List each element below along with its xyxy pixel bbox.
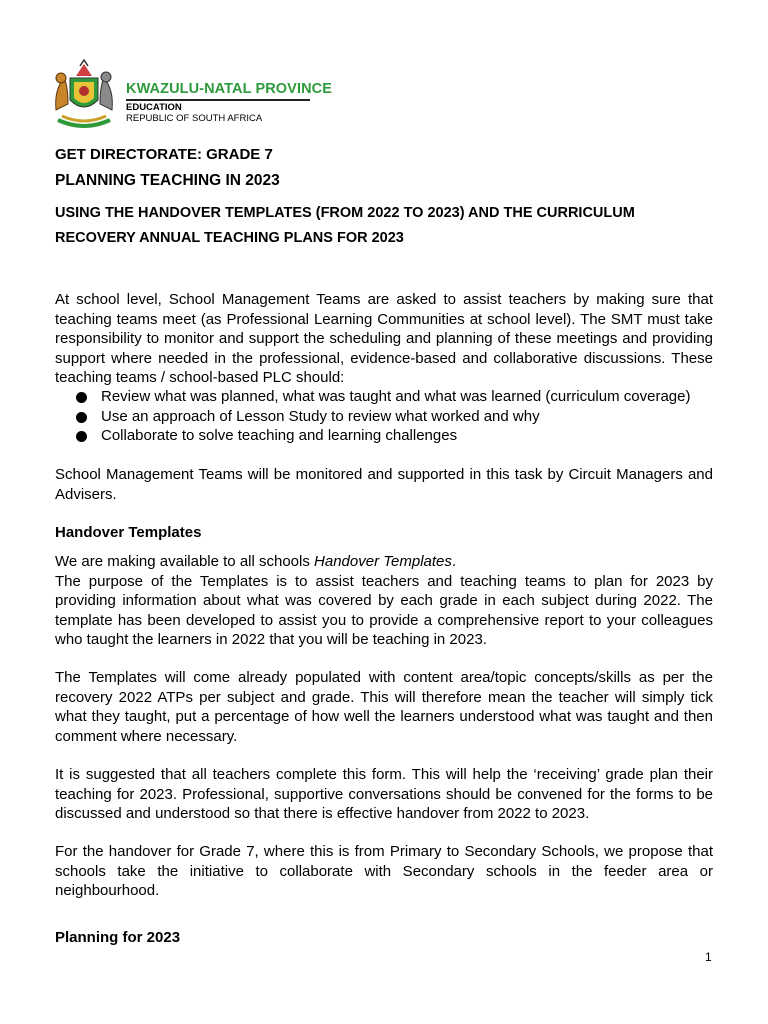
document-title: PLANNING TEACHING IN 2023 <box>55 172 280 189</box>
bullet-icon <box>76 392 87 403</box>
department-name: EDUCATION <box>126 102 182 113</box>
bullet-text: Review what was planned, what was taught and what was learned (curriculum coverage) <box>101 388 691 405</box>
populated-paragraph: The Templates will come already populated with content area/topic concepts/skills as per the recovery 2022 ATPs per subject and grade. This will therefore mean the teacher will simply tick what they taught, put a percentage of how well the learners understood what was taught and then comment where necessary. <box>55 669 713 745</box>
directorate-heading: GET DIRECTORATE: GRADE 7 <box>55 146 273 163</box>
bullet-text: Collaborate to solve teaching and learning challenges <box>101 427 458 445</box>
list-item <box>76 426 716 446</box>
monitoring-paragraph: School Management Teams will be monitored and supported in this task by Circuit Managers and Advisers. <box>55 466 713 503</box>
intro-paragraph: At school level, School Management Teams are asked to assist teachers by making sure that teaching teams meet (as Professional Learning Communities at school level). The SMT must take responsibility to monitor and support the scheduling and planning of these meetings and providing support where needed in the professional, evidence-based and collaborative discussions. These teaching teams / school-based PLC should: <box>55 291 713 387</box>
plc-bullet-list <box>76 387 716 446</box>
document-subtitle: USING THE HANDOVER TEMPLATES (FROM 2022 TO 2023) AND THE CURRICULUM RECOVERY ANNUAL TEACHING PLANS FOR 2023 <box>55 205 635 246</box>
handover-intro-italic: Handover Templates <box>314 553 452 570</box>
kzn-education-logo <box>48 58 332 132</box>
grade7-paragraph: For the handover for Grade 7, where this is from Primary to Secondary Schools, we propose that schools take the initiative to collaborate with Secondary schools in the feeder area or neighbourhood. <box>55 843 713 900</box>
coat-of-arms-icon <box>48 58 120 130</box>
logo-divider <box>126 99 310 101</box>
handover-intro-prefix: We are making available to all schools <box>55 553 315 570</box>
bullet-icon <box>76 412 87 423</box>
list-item <box>76 387 716 407</box>
handover-intro-suffix: . <box>451 553 457 570</box>
suggested-paragraph: It is suggested that all teachers complete this form. This will help the ‘receiving’ grade plan their teaching for 2023. Professional, supportive conversations should be convened for the forms to be discussed and understood so that there is effective handover from 2022 to 2023. <box>55 766 713 823</box>
bullet-text: Use an approach of Lesson Study to review what worked and why <box>101 407 540 425</box>
handover-paragraph <box>55 552 713 650</box>
handover-intro <box>55 552 713 572</box>
purpose-text: The purpose of the Templates is to assist teachers and teaching teams to plan for 2023 by providing information about what was covered by each grade in each subject during 2022. The template has been developed to assist you to provide a comprehensive report to your colleagues who taught the learners in 2022 that you will be teaching in 2023. <box>55 572 713 649</box>
country-name: REPUBLIC OF SOUTH AFRICA <box>126 113 263 124</box>
page-number: 1 <box>705 950 712 964</box>
section-heading-handover: Handover Templates <box>55 524 202 541</box>
list-item <box>76 407 716 427</box>
province-name: KWAZULU-NATAL PROVINCE <box>126 81 332 97</box>
bullet-icon <box>76 431 87 442</box>
section-heading-planning: Planning for 2023 <box>55 929 181 946</box>
